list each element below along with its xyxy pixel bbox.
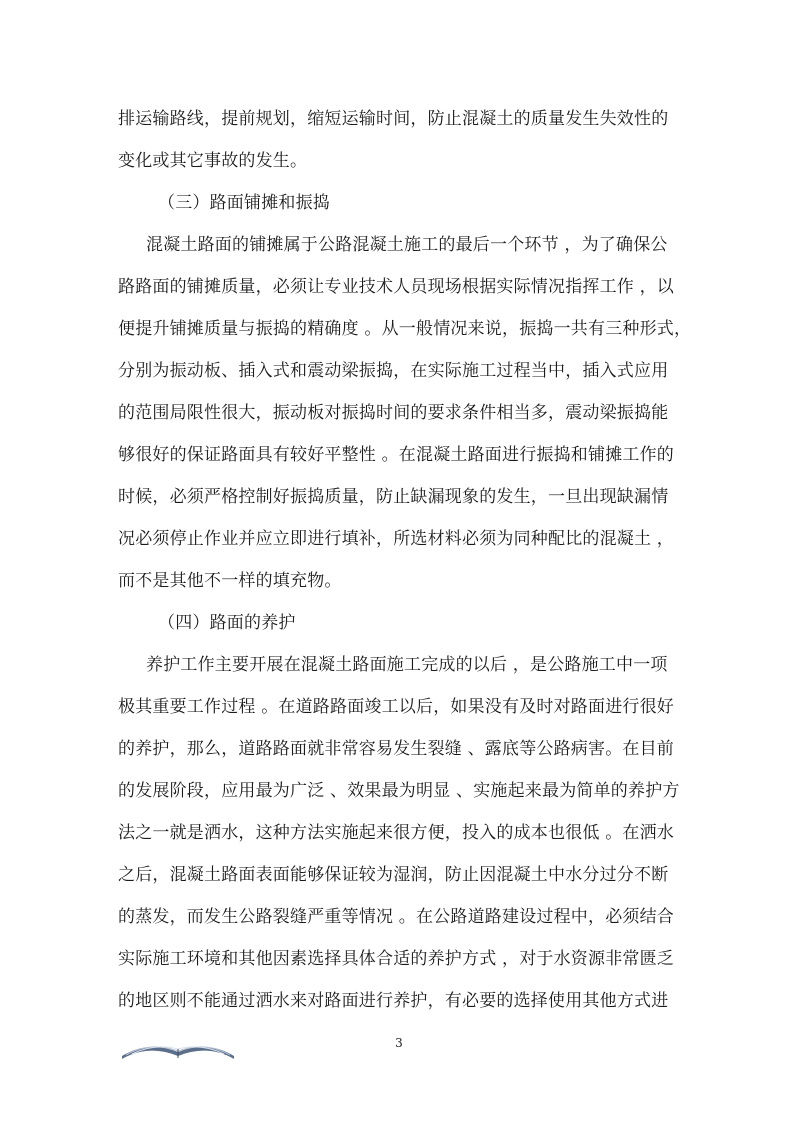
text-line: 极其重要工作过程 。在道路路面竣工以后，如果没有及时对路面进行很好	[118, 697, 675, 717]
text-line: 的发展阶段，应用最为广泛 、效果最为明显 、实施起来最为简单的养护方	[118, 781, 680, 801]
text-line: 够很好的保证路面具有较好平整性 。在混凝土路面进行振捣和铺摊工作的	[118, 445, 675, 465]
text-line: 的地区则不能通过洒水来对路面进行养护，有必要的选择使用其他方式进	[118, 991, 669, 1011]
text-line: 的范围局限性很大，振动板对振捣时间的要求条件相当多，震动梁振捣能	[118, 403, 669, 423]
body-text	[118, 98, 692, 1022]
text-line: 排运输路线，提前规划，缩短运输时间，防止混凝土的质量发生失效性的	[118, 109, 669, 129]
paragraph-start: 混凝土路面的铺摊属于公路混凝土施工的最后一个环节 ，为了确保公	[146, 235, 668, 255]
text-line: 况必须停止作业并应立即进行填补，所选材料必须为同种配比的混凝土 ，	[118, 529, 675, 549]
text-line: 变化或其它事故的发生。	[118, 151, 308, 171]
text-line: 路路面的铺摊质量，必须让专业技术人员现场根据实际情况指挥工作 ，以	[118, 277, 675, 297]
text-line: 时候，必须严格控制好振捣质量，防止缺漏现象的发生，一旦出现缺漏情	[118, 487, 669, 507]
open-book-icon	[118, 1032, 238, 1060]
text-line: 分别为振动板、插入式和震动梁振捣，在实际施工过程当中，插入式应用	[118, 361, 669, 381]
section-heading-4: （四）路面的养护	[158, 613, 296, 633]
text-line: 的养护，那么，道路路面就非常容易发生裂缝 、露底等公路病害。在目前	[118, 739, 675, 759]
page-number: 3	[395, 1036, 403, 1050]
text-line: 的蒸发，而发生公路裂缝严重等情况 。在公路道路建设过程中，必须结合	[118, 907, 675, 927]
paragraph-start: 养护工作主要开展在混凝土路面施工完成的以后 ，是公路施工中一项	[146, 655, 668, 675]
text-line: 而不是其他不一样的填充物。	[118, 571, 342, 591]
section-heading-3: （三）路面铺摊和振捣	[158, 193, 330, 213]
text-line: 之后，混凝土路面表面能够保证较为湿润，防止因混凝土中水分过分不断	[118, 865, 669, 885]
text-line: 法之一就是洒水，这种方法实施起来很方便，投入的成本也很低 。在洒水	[118, 823, 675, 843]
text-line: 实际施工环境和其他因素选择具体合适的养护方式 ，对于水资源非常匮乏	[118, 949, 675, 969]
text-line: 便提升铺摊质量与振捣的精确度 。从一般情况来说，振捣一共有三种形式，	[118, 319, 692, 339]
